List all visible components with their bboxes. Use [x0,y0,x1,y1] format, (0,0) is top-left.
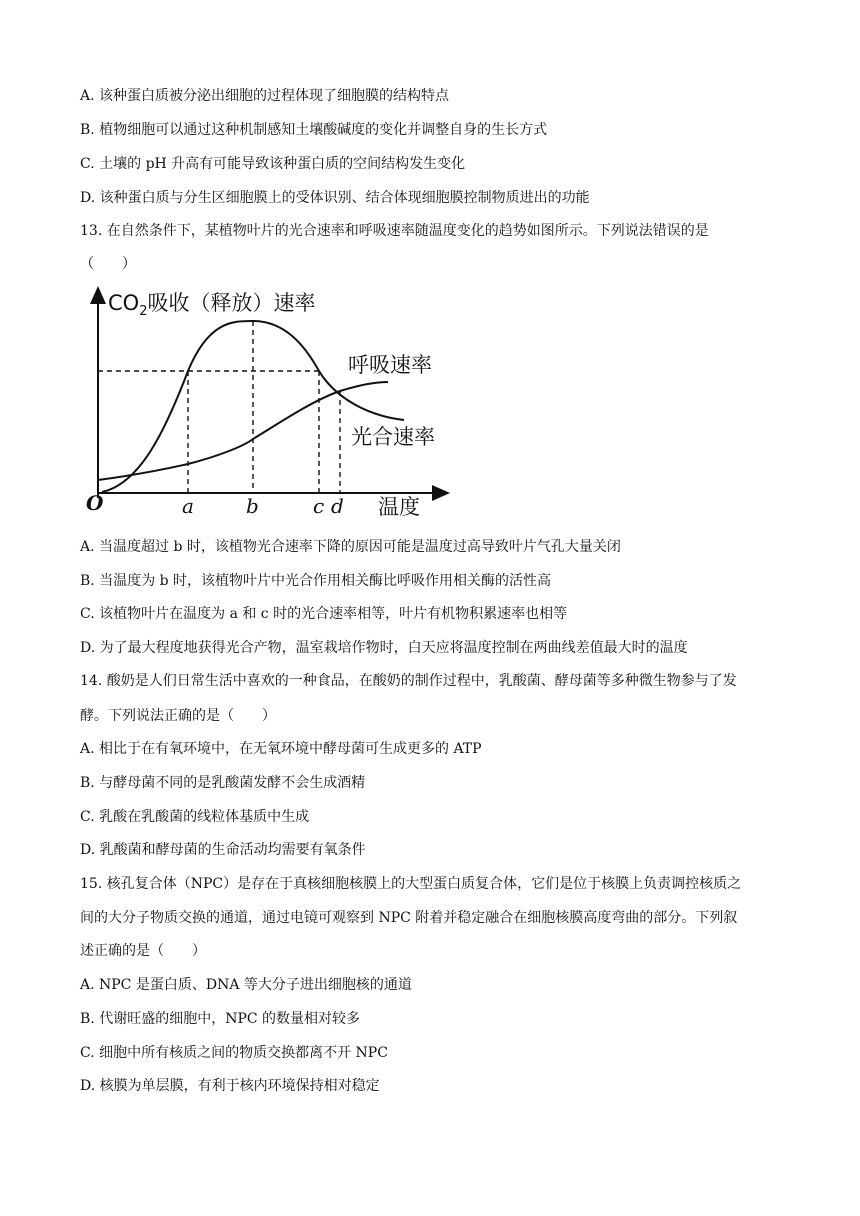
tick-d: d [331,494,344,518]
q14-stem-cont: 酵。下列说法正确的是（ ） [80,708,276,724]
q15-stem-cont1: 间的大分子物质交换的通道，通过电镜可观察到 NPC 附着并稳定融合在细胞核膜高度弯曲的部分。下列叙 [80,910,738,926]
y-axis-label: $CO_2$吸收（释放）速率 [108,291,316,319]
origin-label: O [86,491,104,515]
q15-stem: 15. 核孔复合体（NPC）是存在于真核细胞核膜上的大型蛋白质复合体，它们是位于核膜上负责调控核质之 [80,876,742,892]
q13-option-c: C. 该植物叶片在温度为 a 和 c 时的光合速率相等，叶片有机物积累速率也相等 [80,606,568,622]
q13-stem: 13. 在自然条件下，某植物叶片的光合速率和呼吸速率随温度变化的趋势如图所示。下列说法错误的是 [80,223,709,239]
q12-option-b: B. 植物细胞可以通过这种机制感知土壤酸碱度的变化并调整自身的生长方式 [80,122,548,138]
q12-option-c: C. 土壤的 pH 升高有可能导致该种蛋白质的空间结构发生变化 [80,156,466,172]
q12-option-d: D. 该种蛋白质与分生区细胞膜上的受体识别、结合体现细胞膜控制物质进出的功能 [80,190,590,206]
q15-stem-cont2: 述正确的是（ ） [80,943,206,959]
q15-option-c: C. 细胞中所有核质之间的物质交换都离不开 NPC [80,1045,388,1061]
q12-option-a: A. 该种蛋白质被分泌出细胞的过程体现了细胞膜的结构特点 [80,88,450,104]
tick-a: a [182,494,194,518]
q15-option-d: D. 核膜为单层膜，有利于核内环境保持相对稳定 [80,1078,380,1094]
q13-option-d: D. 为了最大程度地获得光合产物，温室栽培作物时，白天应将温度控制在两曲线差值最大时的温度 [80,640,688,656]
q13-figure [84,284,454,520]
q13-option-a: A. 当温度超过 b 时，该植物光合速率下降的原因可能是温度过高导致叶片气孔大量关闭 [80,539,621,555]
x-axis-label: 温度 [378,495,420,519]
q14-stem: 14. 酸奶是人们日常生活中喜欢的一种食品，在酸奶的制作过程中，乳酸菌、酵母菌等多种微生物参与了发 [80,673,737,689]
rate-temperature-graph [84,284,454,520]
q13-stem-bracket: （ ） [80,256,136,272]
photosynthesis-label: 光合速率 [351,425,435,449]
tick-c: c [313,494,325,518]
q14-option-a: A. 相比于在有氧环境中，在无氧环境中酵母菌可生成更多的 ATP [80,741,482,757]
q14-option-b: B. 与酵母菌不同的是乳酸菌发酵不会生成酒精 [80,775,366,791]
q14-option-c: C. 乳酸在乳酸菌的线粒体基质中生成 [80,809,310,825]
tick-b: b [246,494,259,518]
q14-option-d: D. 乳酸菌和酵母菌的生命活动均需要有氧条件 [80,842,366,858]
q13-option-b: B. 当温度为 b 时，该植物叶片中光合作用相关酶比呼吸作用相关酶的活性高 [80,573,552,589]
q15-option-a: A. NPC 是蛋白质、DNA 等大分子进出细胞核的通道 [80,977,412,993]
q15-option-b: B. 代谢旺盛的细胞中，NPC 的数量相对较多 [80,1011,361,1027]
respiration-label: 呼吸速率 [348,353,432,377]
